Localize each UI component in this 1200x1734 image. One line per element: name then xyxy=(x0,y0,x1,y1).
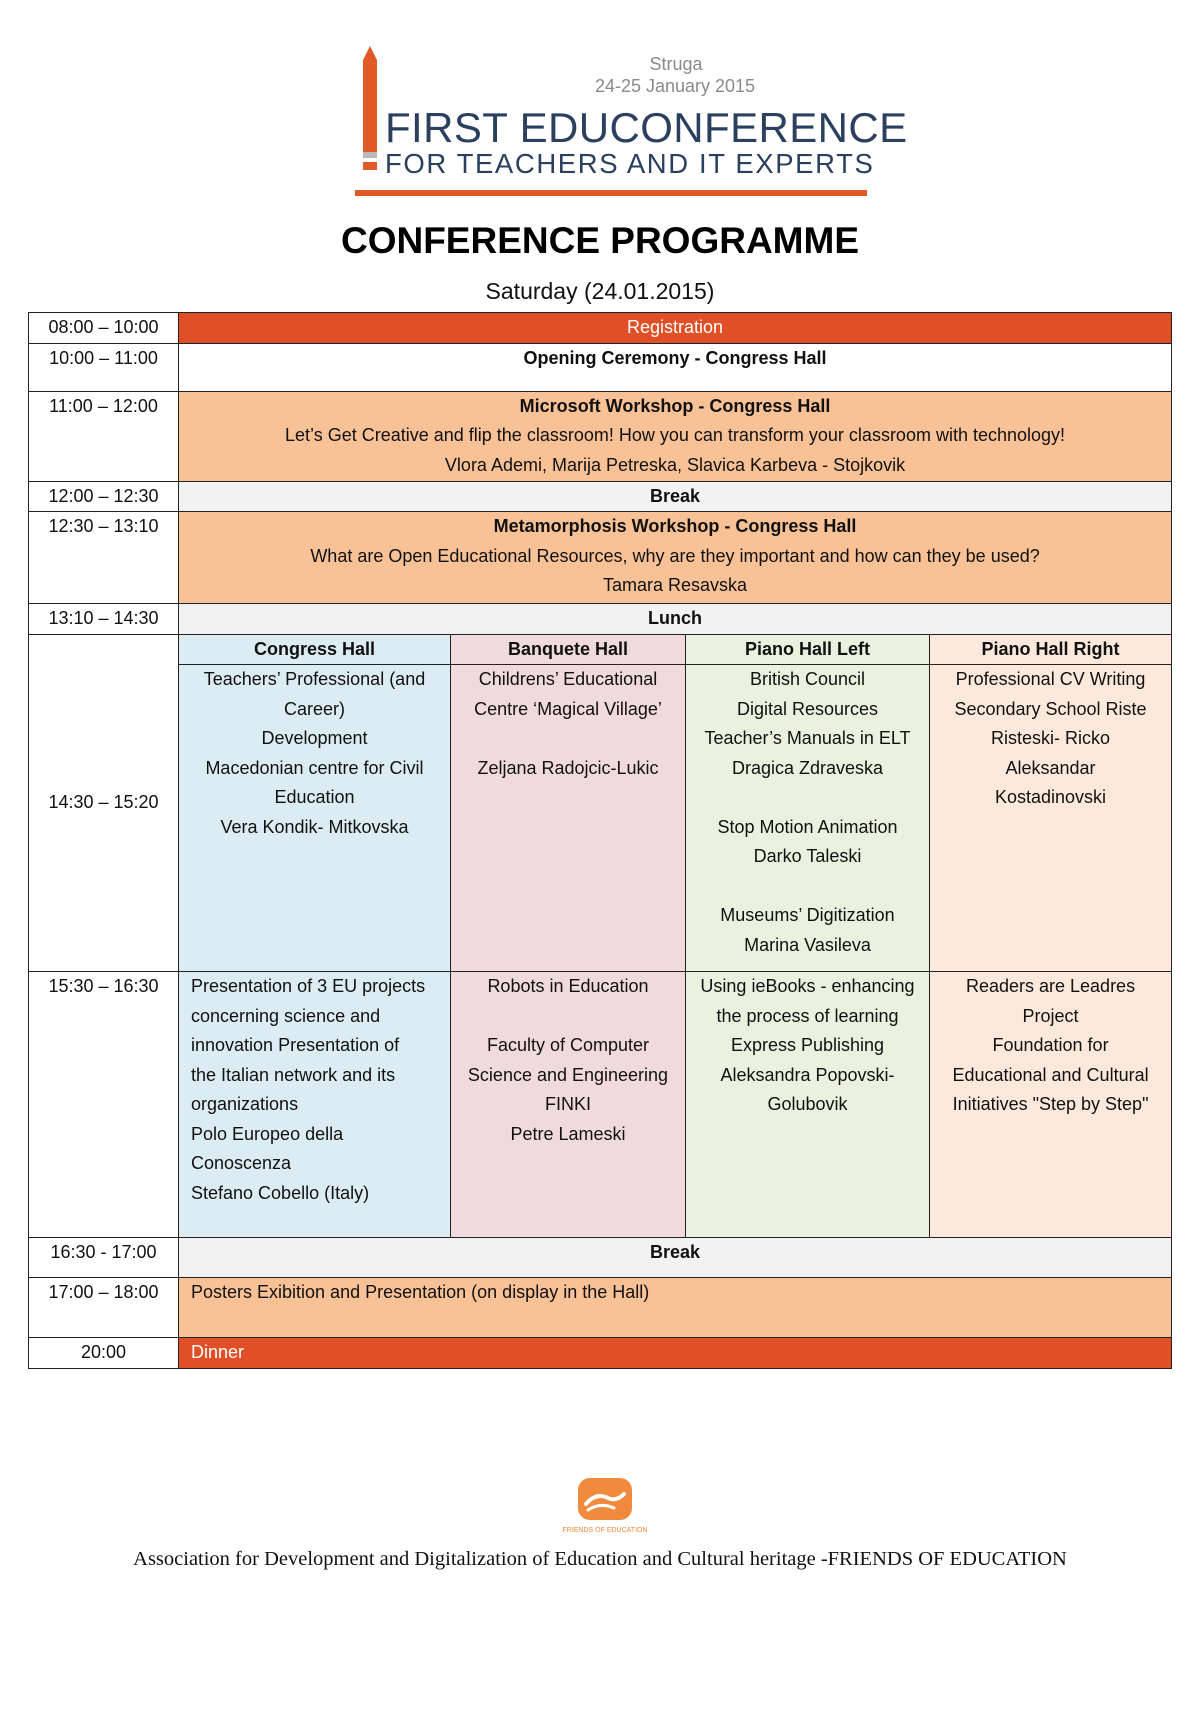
table-row xyxy=(29,972,1172,1238)
session-gap xyxy=(686,783,929,813)
session-line: Macedonian centre for Civil xyxy=(205,757,424,778)
session-line: Conoscenza xyxy=(191,1153,292,1173)
workshop-title: Metamorphosis Workshop - Congress Hall xyxy=(493,516,857,536)
session-line: Digital Resources xyxy=(736,698,879,719)
session-line: British Council xyxy=(749,669,866,689)
logo-subtitle: FOR TEACHERS AND IT EXPERTS xyxy=(385,148,875,179)
time-cell: 13:10 – 14:30 xyxy=(29,604,179,635)
session-cell xyxy=(179,972,451,1238)
time-cell: 15:30 – 16:30 xyxy=(29,972,179,1238)
logo-text: FRIENDS OF EDUCATION xyxy=(562,1527,648,1534)
session-line: Kostadinovski xyxy=(994,787,1107,807)
table-row xyxy=(29,1338,1172,1369)
session-cell xyxy=(179,665,451,972)
session-cell xyxy=(451,972,686,1238)
session-cell xyxy=(451,665,686,972)
opening-ceremony-cell: Opening Ceremony - Congress Hall xyxy=(179,343,1172,391)
table-row xyxy=(29,665,1172,972)
session-gap xyxy=(686,872,929,902)
hall-header-piano-left: Piano Hall Left xyxy=(686,634,930,665)
session-line: innovation Presentation of xyxy=(191,1035,400,1055)
break-cell: Break xyxy=(179,481,1172,512)
table-row xyxy=(29,1278,1172,1338)
workshop-subtitle: Let’s Get Creative and flip the classroom! How you can transform your classroom with technology! xyxy=(285,425,1066,445)
session-line: Professional CV Writing xyxy=(955,669,1146,689)
session-line: Foundation for xyxy=(992,1035,1109,1055)
time-cell: 12:30 – 13:10 xyxy=(29,512,179,604)
session-cell xyxy=(686,972,930,1238)
session-line: Robots in Education xyxy=(487,976,649,996)
session-line: Centre ‘Magical Village’ xyxy=(474,698,662,719)
time-cell: 10:00 – 11:00 xyxy=(29,343,179,391)
page-title: CONFERENCE PROGRAMME xyxy=(340,220,860,261)
session-gap xyxy=(451,1002,685,1032)
workshop-speakers: Vlora Ademi, Marija Petreska, Slavica Karbeva - Stojkovik xyxy=(444,454,906,475)
hall-header-banquete: Banquete Hall xyxy=(451,634,686,665)
time-cell: 11:00 – 12:00 xyxy=(29,391,179,481)
session-line: Faculty of Computer xyxy=(486,1035,650,1055)
lunch-cell: Lunch xyxy=(179,604,1172,635)
session-line: Project xyxy=(1022,1005,1079,1026)
session-cell xyxy=(686,665,930,972)
session-line: Using ieBooks - enhancing xyxy=(700,976,915,996)
logo-city: Struga xyxy=(649,54,703,74)
table-row xyxy=(29,343,1172,391)
session-line: FINKI xyxy=(544,1094,591,1114)
metamorphosis-workshop-cell xyxy=(179,512,1172,604)
session-line: Dragica Zdraveska xyxy=(731,757,884,778)
session-line: the Italian network and its xyxy=(191,1064,396,1085)
dinner-cell: Dinner xyxy=(179,1338,1172,1369)
session-line: Express Publishing xyxy=(730,1035,885,1055)
registration-cell: Registration xyxy=(179,313,1172,344)
session-cell xyxy=(930,972,1172,1238)
break-cell: Break xyxy=(179,1238,1172,1278)
session-line: Marina Vasileva xyxy=(744,934,871,955)
pencil-icon xyxy=(359,46,381,174)
session-line: Teachers’ Professional (and xyxy=(203,669,426,689)
time-cell: 14:30 – 15:20 xyxy=(29,634,179,972)
logo-underline xyxy=(355,190,867,196)
session-line: Presentation of 3 EU projects xyxy=(191,976,426,996)
posters-cell: Posters Exibition and Presentation (on display in the Hall) xyxy=(179,1278,1172,1338)
programme-day: Saturday (24.01.2015) xyxy=(485,278,715,304)
session-line: Golubovik xyxy=(767,1094,848,1114)
logo-dates: 24-25 January 2015 xyxy=(594,76,756,96)
session-line: Aleksandar xyxy=(1005,757,1096,778)
session-cell xyxy=(930,665,1172,972)
session-line: the process of learning xyxy=(716,1005,899,1026)
session-line: Stop Motion Animation xyxy=(717,816,898,837)
session-line: Educational and Cultural xyxy=(952,1064,1149,1085)
time-cell: 16:30 - 17:00 xyxy=(29,1238,179,1278)
session-line: Stefano Cobello (Italy) xyxy=(191,1182,370,1203)
table-row xyxy=(29,313,1172,344)
session-line: Petre Lameski xyxy=(510,1123,626,1144)
session-line: Initiatives "Step by Step" xyxy=(952,1094,1149,1114)
session-line: Teacher’s Manuals in ELT xyxy=(704,728,911,748)
association-name: Association for Development and Digitalization of Education and Cultural heritage -FRIENDS OF EDUCATION xyxy=(133,1548,1067,1570)
session-line: Science and Engineering xyxy=(467,1064,669,1085)
session-gap xyxy=(451,724,685,754)
table-row xyxy=(29,604,1172,635)
session-line: concerning science and xyxy=(191,1005,381,1026)
time-cell: 17:00 – 18:00 xyxy=(29,1278,179,1338)
friends-of-education-logo xyxy=(562,1474,648,1544)
session-line: Childrens’ Educational xyxy=(478,669,658,689)
workshop-speakers: Tamara Resavska xyxy=(602,575,748,595)
table-row xyxy=(29,391,1172,481)
session-line: Risteski- Ricko xyxy=(991,728,1111,748)
session-line: Zeljana Radojcic-Lukic xyxy=(477,757,659,778)
session-line: Development xyxy=(261,728,368,748)
workshop-title: Microsoft Workshop - Congress Hall xyxy=(519,395,831,416)
table-row xyxy=(29,1238,1172,1278)
microsoft-workshop-cell xyxy=(179,391,1172,481)
table-row xyxy=(29,481,1172,512)
workshop-subtitle: What are Open Educational Resources, why are they important and how can they be used? xyxy=(310,545,1040,566)
time-cell: 12:00 – 12:30 xyxy=(29,481,179,512)
hall-header-congress: Congress Hall xyxy=(179,634,451,665)
session-line: organizations xyxy=(191,1094,299,1114)
session-line: Education xyxy=(274,787,355,807)
session-line: Vera Kondik- Mitkovska xyxy=(220,816,409,837)
logo-title: FIRST EDUCONFERENCE xyxy=(385,104,908,151)
hall-header-piano-right: Piano Hall Right xyxy=(930,634,1172,665)
session-line: Darko Taleski xyxy=(753,846,862,866)
session-line: Aleksandra Popovski- xyxy=(720,1064,895,1085)
session-line: Readers are Leadres xyxy=(965,976,1136,996)
session-line: Career) xyxy=(283,698,345,719)
session-line: Polo Europeo della xyxy=(191,1123,344,1144)
session-line: Museums’ Digitization xyxy=(720,905,895,925)
table-row xyxy=(29,634,1172,665)
session-line: Secondary School Riste xyxy=(954,698,1147,719)
time-cell: 20:00 xyxy=(29,1338,179,1369)
conference-logo xyxy=(345,42,908,202)
table-row xyxy=(29,512,1172,604)
programme-table xyxy=(28,312,1172,1369)
time-cell: 08:00 – 10:00 xyxy=(29,313,179,344)
